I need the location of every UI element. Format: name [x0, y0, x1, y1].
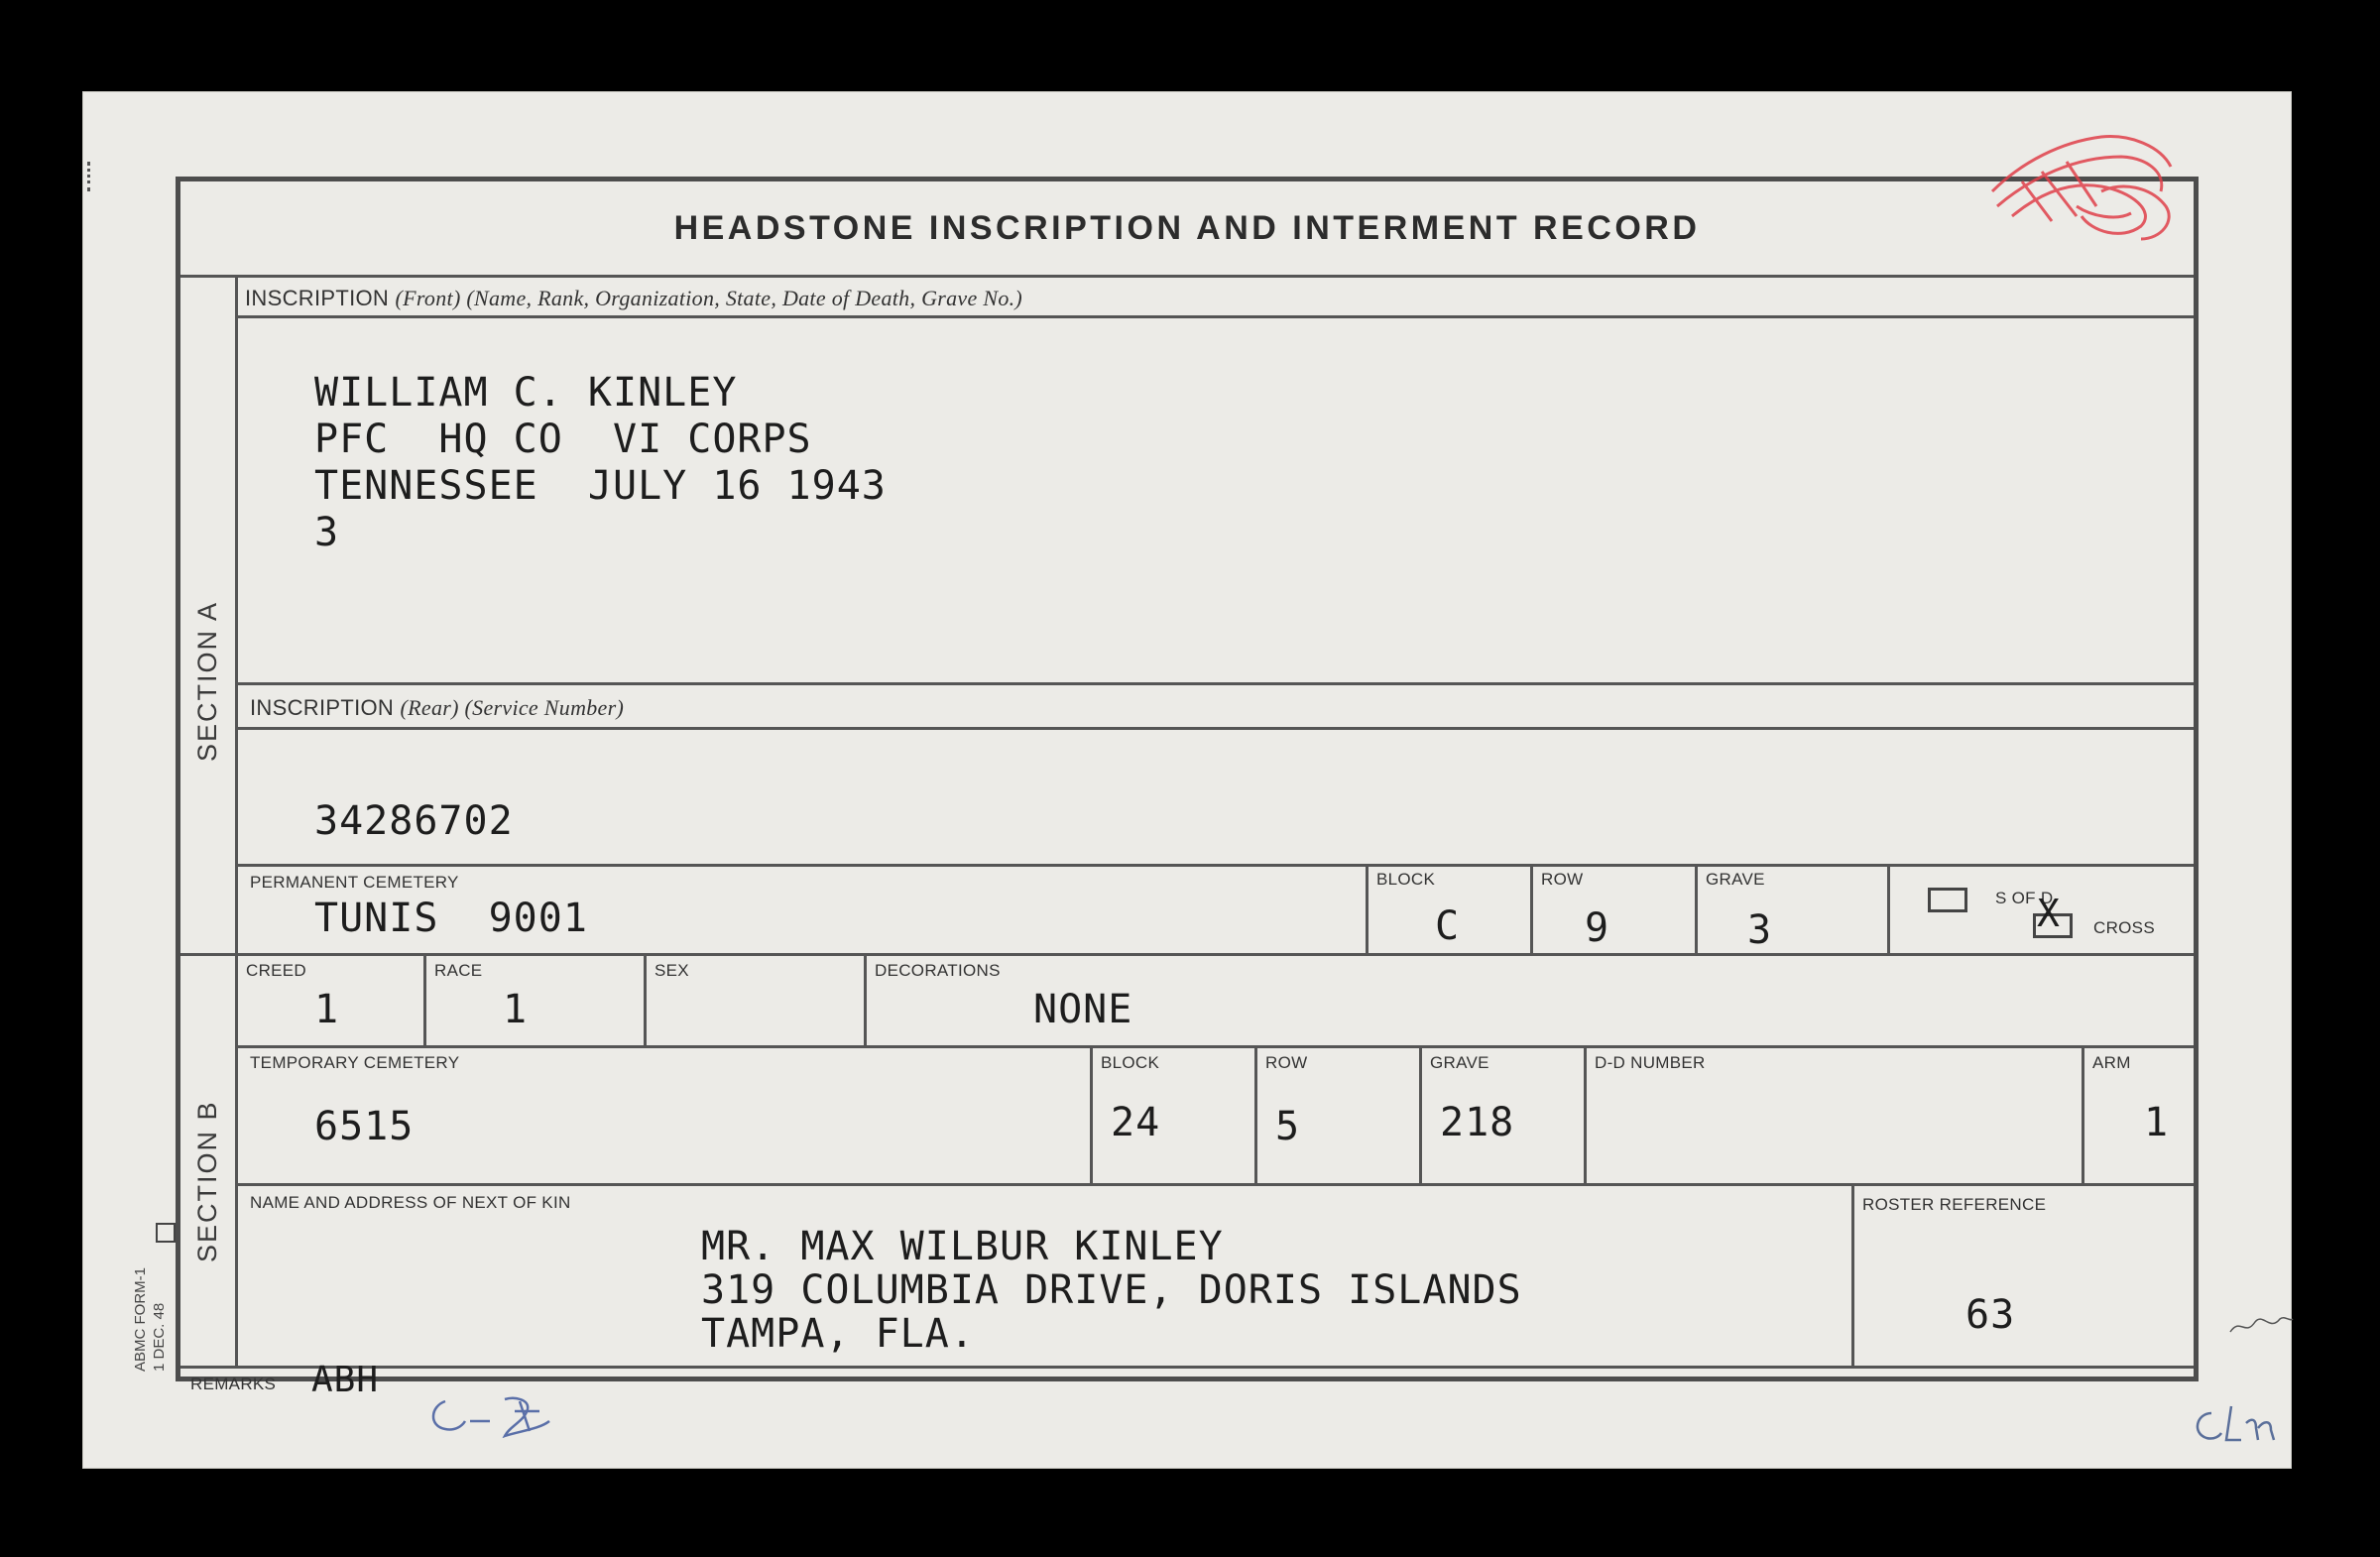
rule-perm-block	[1366, 864, 1368, 953]
pencil-mark-right	[2225, 1307, 2295, 1347]
rule-rear-label	[235, 727, 2194, 730]
kin-line: 319 COLUMBIA DRIVE, DORIS ISLANDS	[701, 1267, 1522, 1313]
form-frame	[176, 177, 2199, 1393]
rule-temp-grave	[1419, 1045, 1422, 1183]
cross-check-mark: X	[2037, 892, 2061, 935]
temp-row-label: ROW	[1265, 1053, 1308, 1072]
rule-perm-row	[1530, 864, 1533, 953]
temp-cemetery: 6515	[314, 1104, 415, 1149]
section-b-label: SECTION B	[192, 1100, 222, 1262]
perm-grave: 3	[1747, 907, 1773, 953]
temp-grave: 218	[1440, 1100, 1515, 1145]
rule-rear-top	[235, 682, 2194, 685]
front-line: PFC HQ CO VI CORPS	[314, 417, 812, 462]
temp-grave-label: GRAVE	[1430, 1053, 1489, 1072]
race-label: RACE	[434, 961, 483, 980]
kin-label: NAME AND ADDRESS OF NEXT OF KIN	[250, 1193, 571, 1212]
remarks-label: REMARKS	[190, 1375, 277, 1393]
red-initials-stamp	[1982, 122, 2191, 251]
service-number: 34286702	[314, 798, 514, 844]
cross-label: CROSS	[2093, 918, 2155, 937]
arm: 1	[2144, 1100, 2170, 1145]
perm-row: 9	[1585, 905, 1610, 951]
form-id	[131, 1267, 169, 1372]
form-id-box	[156, 1223, 176, 1243]
remarks-typed: ABH	[311, 1360, 380, 1400]
blue-pencil-initials	[420, 1381, 589, 1451]
perm-grave-label: GRAVE	[1706, 870, 1765, 889]
rule-creed	[423, 953, 426, 1045]
form-id-line2: 1 DEC. 48	[151, 1302, 168, 1372]
roster-label: ROSTER REFERENCE	[1862, 1195, 2047, 1214]
rule-arm	[2082, 1045, 2084, 1183]
front-line: WILLIAM C. KINLEY	[314, 370, 738, 416]
form-title: HEADSTONE INSCRIPTION AND INTERMENT RECORD	[673, 208, 1701, 247]
rule-section-col	[235, 275, 238, 1366]
rule-race	[644, 953, 647, 1045]
permanent-cemetery-label: PERMANENT CEMETERY	[250, 873, 459, 892]
perm-block: C	[1435, 903, 1461, 949]
edge-marks	[87, 162, 93, 191]
kin-line: TAMPA, FLA.	[701, 1311, 975, 1357]
rule-perm	[235, 864, 2194, 867]
creed-label: CREED	[246, 961, 307, 980]
decorations: NONE	[1033, 987, 1133, 1032]
race: 1	[503, 987, 529, 1032]
sofd-checkbox	[1928, 888, 1967, 912]
kin-address	[701, 1225, 1522, 1356]
rule-temp-block	[1090, 1045, 1093, 1183]
front-line: TENNESSEE JULY 16 1943	[314, 463, 887, 509]
rule-sex	[864, 953, 867, 1045]
rule-roster	[1851, 1183, 1854, 1366]
temp-block-label: BLOCK	[1101, 1053, 1160, 1072]
rule-title	[180, 275, 2194, 278]
section-a-label: SECTION A	[192, 600, 222, 762]
form-id-line1: ABMC FORM-1	[132, 1267, 149, 1372]
kin-line: MR. MAX WILBUR KINLEY	[701, 1224, 1224, 1269]
decorations-label: DECORATIONS	[875, 961, 1001, 980]
record-card	[82, 91, 2292, 1469]
rule-section-split	[180, 953, 2194, 956]
perm-block-label: BLOCK	[1376, 870, 1436, 889]
perm-row-label: ROW	[1541, 870, 1584, 889]
rule-kin	[235, 1183, 2194, 1186]
rear-inscription-label: INSCRIPTION (Rear) (Service Number)	[250, 695, 625, 720]
front-inscription-label: INSCRIPTION (Front) (Name, Rank, Organization, State, Date of Death, Grave No.)	[245, 286, 1023, 310]
dd-number-label: D-D NUMBER	[1595, 1053, 1706, 1072]
rule-front-label	[235, 315, 2194, 318]
temp-block: 24	[1111, 1100, 1161, 1145]
temp-cemetery-label: TEMPORARY CEMETERY	[250, 1053, 460, 1072]
rule-perm-grave	[1695, 864, 1698, 953]
permanent-cemetery: TUNIS 9001	[314, 896, 588, 941]
rule-perm-cross	[1887, 864, 1890, 953]
creed: 1	[314, 987, 340, 1032]
sex-label: SEX	[654, 961, 689, 980]
pencil-mark-bottom-right	[2187, 1398, 2286, 1458]
rule-remarks	[180, 1366, 2194, 1369]
roster: 63	[1965, 1292, 2016, 1338]
front-line: 3	[314, 510, 340, 555]
front-inscription	[314, 370, 887, 556]
rule-dd	[1584, 1045, 1587, 1183]
rule-temp-row	[1254, 1045, 1257, 1183]
rule-temp	[235, 1045, 2194, 1048]
sofd-label: S OF D	[1995, 889, 2054, 907]
arm-label: ARM	[2092, 1053, 2131, 1072]
temp-row: 5	[1275, 1104, 1301, 1149]
